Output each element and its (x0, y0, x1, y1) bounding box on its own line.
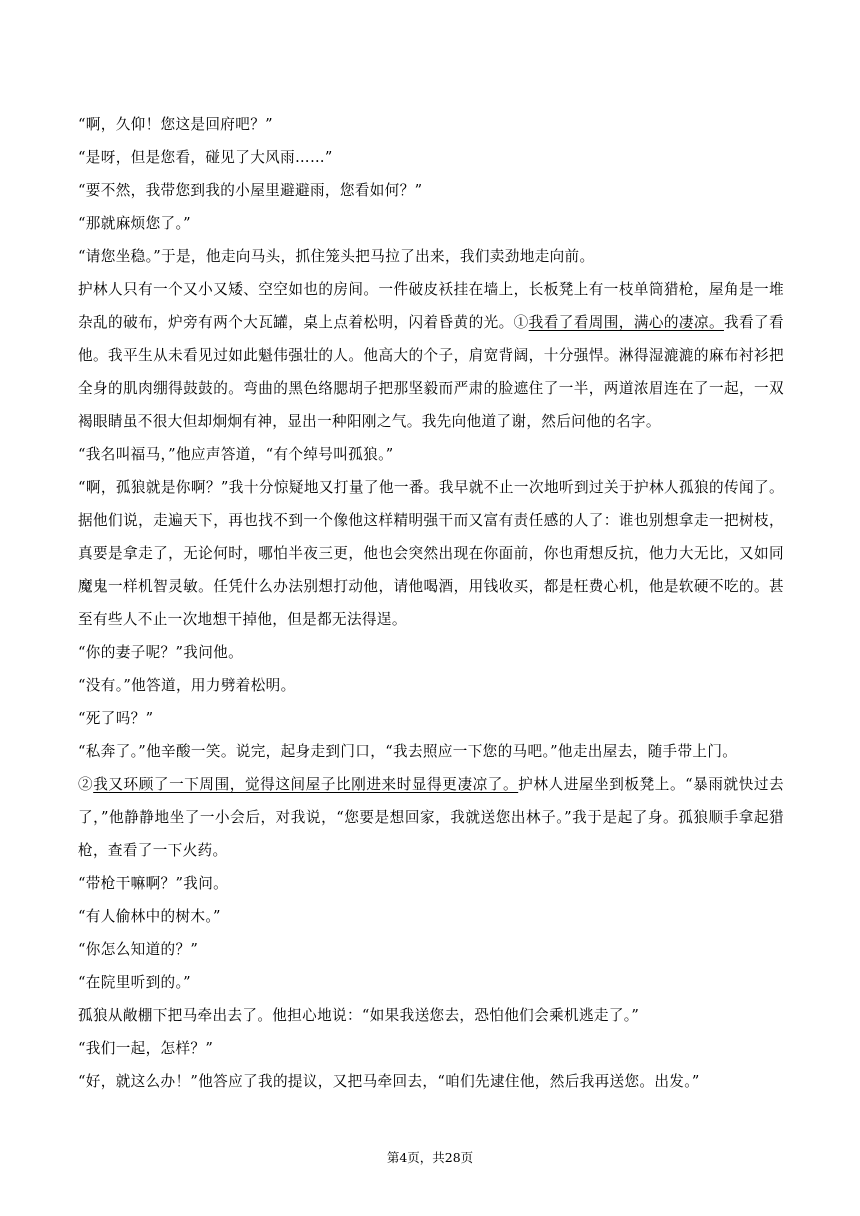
paragraph: “啊，久仰！您这是回府吧？” (78, 116, 273, 133)
paragraph-text: 我看了看他。我平生从未看见过如此魁伟强壮的人。他高大的个子，肩宽背阔，十分强悍。淋得湿漉漉的麻布衬衫把全身的肌肉绷得鼓鼓的。弯曲的黑色络腮胡子把那坚毅而严肃的脸遮住了一半，两道浓眉连在了一起，一双褐眼睛虽不很大但却炯炯有神，显出一种阳刚之气。我先向他道了谢，然后问他的名字。 (78, 314, 784, 430)
paragraph-text: ② (78, 776, 94, 793)
paragraph: “私奔了。”他辛酸一笑。说完，起身走到门口，“我去照应一下您的马吧。”他走出屋去，随手带上门。 (78, 743, 738, 760)
paragraph: “没有。”他答道，用力劈着松明。 (78, 677, 296, 694)
paragraph: “那就麻烦您了。” (78, 215, 191, 232)
paragraph: 孤狼从敞棚下把马牵出去了。他担心地说：“如果我送您去，恐怕他们会乘机逃走了。” (78, 1007, 640, 1024)
document-body (78, 108, 784, 1098)
page-footer: 第4页，共28页 (386, 1150, 474, 1165)
paragraph: “在院里听到的。” (78, 974, 191, 991)
paragraph-text: 护林人进屋坐到板凳上。“暴雨就快过去了，”他静静地坐了一小会后，对我说，“您要是想回家，我就送您出林子。”我于是起了身。孤狼顺手拿起猎枪，查看了一下火药。 (78, 776, 785, 859)
paragraph: “死了吗？” (78, 710, 154, 727)
paragraph: “请您坐稳。”于是，他走向马头，抓住笼头把马拉了出来，我们卖劲地走向前。 (78, 248, 595, 265)
underlined-sentence-1: 我看了看周围，满心的凄凉。 (528, 314, 724, 331)
paragraph: “啊，孤狼就是你啊？”我十分惊疑地又打量了他一番。我早就不止一次地听到过关于护林人孤狼的传闻了。据他们说，走遍天下，再也找不到一个像他这样精明强干而又富有责任感的人了：谁也别想拿走一把树枝，真要是拿走了，无论何时，哪怕半夜三更，他也会突然出现在你面前，你也甭想反抗，他力大无比，又如同魔鬼一样机智灵敏。任凭什么办法别想打动他，请他喝酒，用钱收买，都是枉费心机，他是软硬不吃的。甚至有些人不止一次地想干掉他，但是都无法得逞。 (78, 479, 784, 628)
underlined-sentence-2: 我又环顾了一下周围，觉得这间屋子比刚进来时显得更凄凉了。 (93, 776, 519, 793)
paragraph-with-underline-1 (78, 273, 784, 438)
paragraph: “你的妻子呢？”我问他。 (78, 644, 244, 661)
paragraph: “我们一起，怎样？” (78, 1040, 214, 1057)
paragraph: “好，就这么办！”他答应了我的提议，又把马牵回去，“咱们先逮住他，然后我再送您。出发。” (78, 1073, 700, 1090)
paragraph: “你怎么知道的？” (78, 941, 199, 958)
paragraph-text: 护林人只有一个又小又矮、空空如也的房间。一件破皮袄挂在墙上，长板凳上有一枝单筒猎枪，屋角是一堆杂乱的破布，炉旁有两个大瓦罐，桌上点着松明，闪着昏黄的光。① (78, 281, 784, 331)
paragraph: “我名叫福马，”他应声答道，“有个绰号叫孤狼。” (78, 446, 394, 463)
paragraph: “是呀，但是您看，碰见了大风雨……” (78, 149, 333, 166)
paragraph: “有人偷林中的树木。” (78, 908, 221, 925)
paragraph: “要不然，我带您到我的小屋里避避雨，您看如何？” (78, 182, 423, 199)
paragraph: “带枪干嘛啊？”我问。 (78, 875, 229, 892)
paragraph-with-underline-2 (78, 768, 784, 867)
